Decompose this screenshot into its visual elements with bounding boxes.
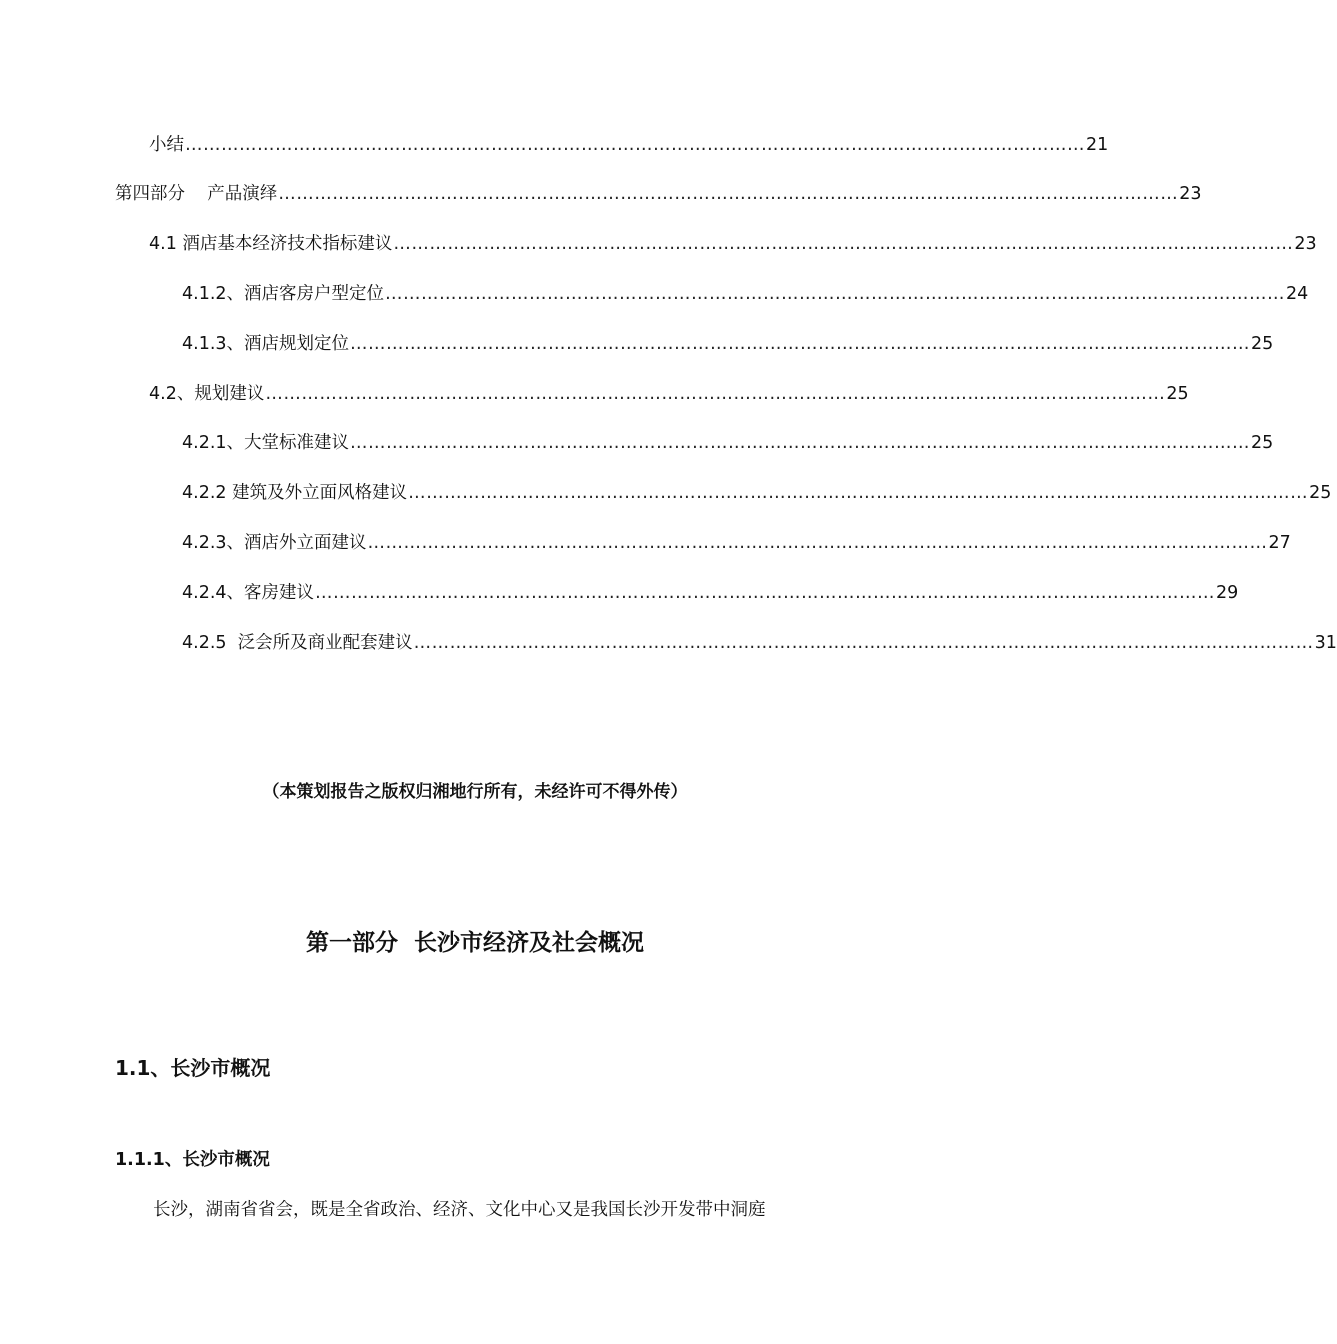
toc-entry-page: 25 — [1166, 384, 1189, 404]
toc-leader-dots: …………………………………………………………………………………………………………………………………… — [278, 184, 1179, 204]
section-heading: 1.1、长沙市概况 — [115, 1056, 271, 1080]
toc-entry-page: 27 — [1268, 533, 1291, 553]
toc-entry-label: 4.2.4、客房建议 — [182, 583, 315, 603]
toc-entry[interactable] — [182, 531, 1291, 555]
toc-entry-page: 31 — [1314, 633, 1337, 653]
toc-leader-dots: …………………………………………………………………………………………………………………………………… — [265, 384, 1166, 404]
toc-entry-label: 第四部分 产品演绎 — [115, 184, 278, 204]
part-title: 第一部分 长沙市经济及社会概况 — [305, 930, 644, 956]
toc-leader-dots: …………………………………………………………………………………………………………………………………… — [385, 284, 1286, 304]
toc-entry-label: 4.2.3、酒店外立面建议 — [182, 533, 367, 553]
toc-entry-label: 小结 — [149, 135, 184, 155]
toc-entry[interactable] — [149, 382, 1189, 406]
toc-entry-label: 4.2.5 泛会所及商业配套建议 — [182, 633, 413, 653]
toc-leader-dots: …………………………………………………………………………………………………………………………………… — [350, 433, 1251, 453]
toc-entry-page: 21 — [1086, 135, 1109, 155]
toc-entry-label: 4.2.2 建筑及外立面风格建议 — [182, 483, 408, 503]
copyright-notice: （本策划报告之版权归湘地行所有，未经许可不得外传） — [262, 782, 688, 802]
toc-entry[interactable] — [182, 431, 1274, 455]
toc-entry-page: 25 — [1309, 483, 1332, 503]
toc-leader-dots: …………………………………………………………………………………………………………………………………… — [393, 234, 1294, 254]
toc-leader-dots: …………………………………………………………………………………………………………………………………… — [367, 533, 1268, 553]
toc-leader-dots: …………………………………………………………………………………………………………………………………… — [350, 334, 1251, 354]
toc-leader-dots: …………………………………………………………………………………………………………………………………… — [185, 135, 1085, 155]
toc-leader-dots: …………………………………………………………………………………………………………………………………… — [315, 583, 1216, 603]
toc-entry[interactable] — [115, 182, 1202, 206]
toc-entry[interactable] — [149, 133, 1109, 157]
toc-entry-label: 4.1.2、酒店客房户型定位 — [182, 284, 385, 304]
toc-entry-page: 23 — [1179, 184, 1202, 204]
toc-entry-label: 4.2、规划建议 — [149, 384, 265, 404]
subsection-heading: 1.1.1、长沙市概况 — [115, 1150, 270, 1170]
toc-leader-dots: …………………………………………………………………………………………………………………………………… — [413, 633, 1314, 653]
toc-entry-page: 25 — [1251, 433, 1274, 453]
toc-entry-label: 4.1 酒店基本经济技术指标建议 — [149, 234, 393, 254]
toc-entry[interactable] — [182, 282, 1309, 306]
toc-entry[interactable] — [149, 232, 1317, 256]
toc-entry-page: 24 — [1286, 284, 1309, 304]
toc-entry[interactable] — [182, 631, 1337, 655]
toc-entry-page: 29 — [1216, 583, 1239, 603]
toc-entry[interactable] — [182, 581, 1239, 605]
toc-entry-page: 23 — [1294, 234, 1317, 254]
body-paragraph: 长沙，湖南省省会，既是全省政治、经济、文化中心又是我国长沙开发带中洞庭 — [153, 1200, 766, 1220]
toc-entry-label: 4.2.1、大堂标准建议 — [182, 433, 350, 453]
toc-entry[interactable] — [182, 481, 1332, 505]
toc-leader-dots: …………………………………………………………………………………………………………………………………… — [408, 483, 1309, 503]
toc-entry[interactable] — [182, 332, 1274, 356]
toc-entry-label: 4.1.3、酒店规划定位 — [182, 334, 350, 354]
toc-entry-page: 25 — [1251, 334, 1274, 354]
